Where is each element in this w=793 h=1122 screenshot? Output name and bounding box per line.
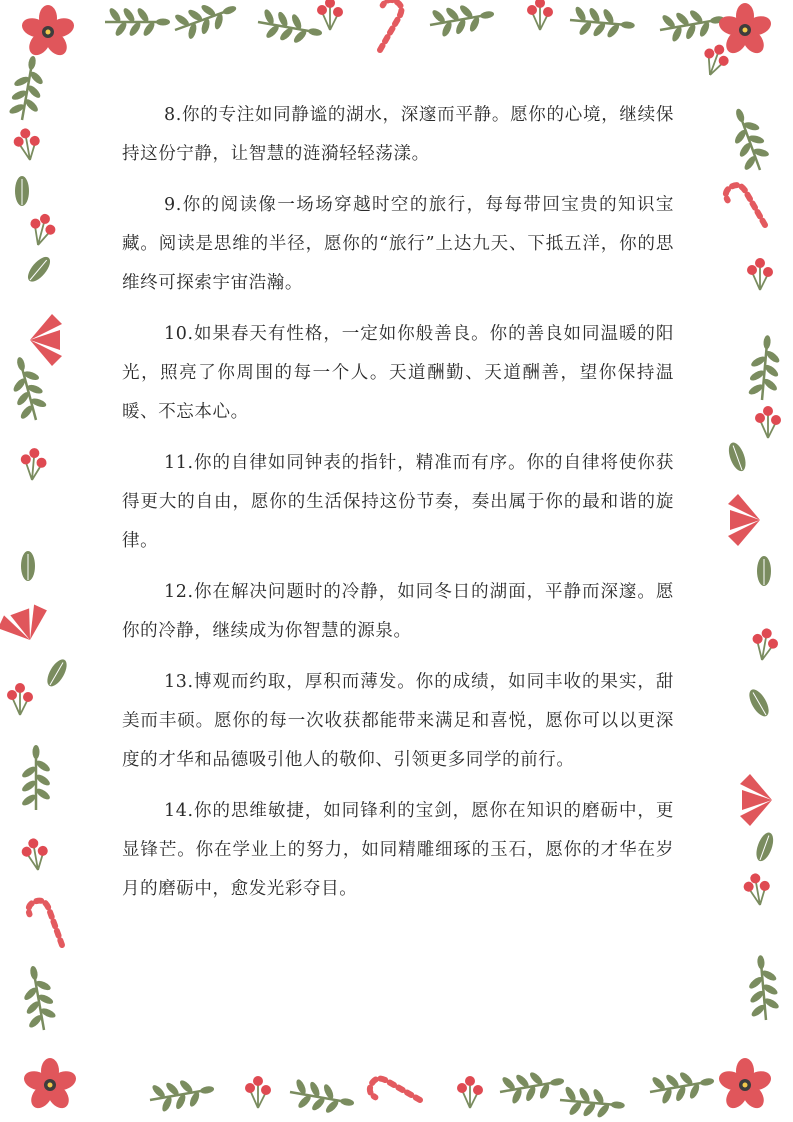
berry-icon	[527, 0, 553, 30]
paragraph-9: 9.你的阅读像一场场穿越时空的旅行，每每带回宝贵的知识宝藏。阅读是思维的半径，愿你的“旅行”上达九天、下抵五洋，你的思维终可探索宇宙浩瀚。	[122, 195, 674, 293]
leaf-sprig-icon	[43, 656, 70, 689]
leaf-sprig-icon	[287, 1077, 356, 1119]
leaf-sprig-icon	[647, 1065, 716, 1107]
berry-icon	[749, 626, 780, 662]
wish-list	[122, 96, 674, 921]
candy-cane-icon	[363, 0, 405, 50]
leaf-sprig-icon	[17, 963, 59, 1032]
leaf-sprig-icon	[497, 1065, 566, 1107]
berry-icon	[742, 871, 773, 907]
leaf-sprig-icon	[753, 830, 776, 863]
berry-icon	[755, 406, 781, 438]
flower-icon	[740, 774, 772, 826]
flower-icon	[717, 3, 774, 57]
berry-icon	[7, 683, 33, 715]
berry-icon	[19, 447, 48, 481]
leaf-sprig-icon	[24, 253, 54, 285]
berry-icon	[317, 0, 343, 30]
leaf-sprig-icon	[559, 1084, 626, 1121]
leaf-sprig-icon	[657, 3, 726, 45]
berry-icon	[747, 258, 773, 290]
flower-icon	[0, 601, 54, 649]
flower-icon	[717, 1058, 774, 1112]
candy-cane-icon	[723, 182, 765, 235]
candy-cane-icon	[26, 898, 62, 952]
flower-icon	[30, 314, 62, 366]
leaf-sprig-icon	[569, 4, 636, 41]
berry-icon	[20, 836, 51, 872]
leaf-sprig-icon	[15, 176, 29, 206]
leaf-sprig-icon	[746, 334, 783, 401]
leaf-sprig-icon	[745, 954, 782, 1021]
paragraph-8: 8.你的专注如同静谧的湖水，深邃而平静。愿你的心境，继续保持这份宁静，让智慧的涟漪轻轻荡漾。	[122, 105, 674, 164]
candy-cane-icon	[367, 1075, 420, 1117]
berry-icon	[25, 211, 58, 249]
leaf-sprig-icon	[147, 1073, 216, 1115]
flower-icon	[728, 494, 760, 546]
leaf-sprig-icon	[757, 556, 771, 586]
flower-icon	[20, 5, 77, 59]
paragraph-12: 12.你在解决问题时的冷静，如同冬日的湖面，平静而深邃。愿你的冷静，继续成为你智慧的源泉。	[122, 582, 674, 641]
berry-icon	[457, 1076, 483, 1108]
paragraph-14: 14.你的思维敏捷，如同锋利的宝剑，愿你在知识的磨砺中，更显锋芒。你在学业上的努力，如同精雕细琢的玉石，愿你的才华在岁月的磨砺中，愈发光彩夺目。	[122, 801, 674, 899]
leaf-sprig-icon	[170, 0, 242, 45]
paragraph-13: 13.博观而约取，厚积而薄发。你的成绩，如同丰收的果实，甜美而丰硕。愿你的每一次收获都能带来满足和喜悦，愿你可以以更深度的才华和品德吸引他人的敬仰、引领更多同学的前行。	[122, 672, 674, 770]
paragraph-11: 11.你的自律如同钟表的指针，精准而有序。你的自律将使你获得更大的自由，愿你的生活保持这份节奏，奏出属于你的最和谐的旋律。	[122, 453, 674, 551]
leaf-sprig-icon	[723, 104, 774, 176]
leaf-sprig-icon	[20, 745, 51, 810]
berry-icon	[12, 126, 43, 162]
flower-icon	[22, 1058, 79, 1112]
leaf-sprig-icon	[726, 440, 749, 473]
leaf-sprig-icon	[7, 53, 49, 122]
leaf-sprig-icon	[427, 0, 496, 40]
leaf-sprig-icon	[105, 6, 170, 37]
leaf-sprig-icon	[4, 353, 51, 424]
berry-icon	[245, 1076, 271, 1108]
leaf-sprig-icon	[21, 551, 35, 581]
leaf-sprig-icon	[255, 7, 324, 49]
leaf-sprig-icon	[745, 686, 772, 719]
paragraph-10: 10.如果春天有性格，一定如你般善良。你的善良如同温暖的阳光，照亮了你周围的每一个人。天道酬勤、天道酬善，望你保持温暖、不忘本心。	[122, 324, 674, 422]
